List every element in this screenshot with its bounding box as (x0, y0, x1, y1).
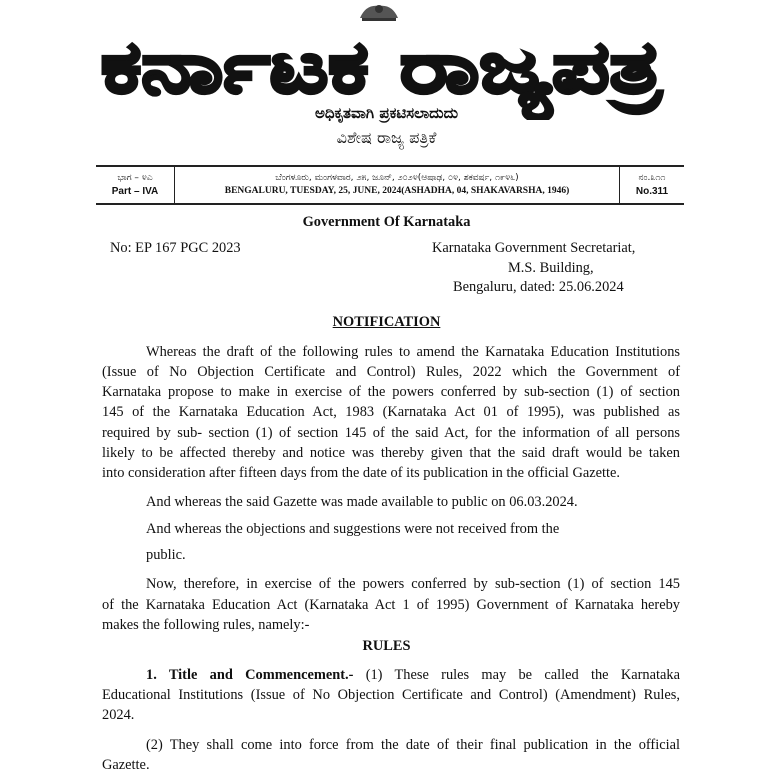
part-cell (96, 167, 175, 203)
rule-1-line-3: 2024. (102, 707, 135, 723)
reference-number: No: EP 167 PGC 2023 (110, 240, 241, 256)
paragraph-line: into consideration after fifteen days from the date of its publication in the official Gazette. (102, 465, 621, 481)
paragraph-line: 145 of the Karnataka Education Act, 1983 (Karnataka Act 01 of 1995), was published as (102, 404, 680, 420)
paragraph-line: Now, therefore, in exercise of the powers conferred by sub-section (1) of section 145 (146, 576, 680, 592)
number-cell (620, 167, 684, 203)
part-english: Part – IVA (111, 186, 159, 197)
paragraph-line: Whereas the draft of the following rules to amend the Karnataka Education Institutions (146, 344, 680, 360)
masthead-subtitle-official: ಅಧಿಕೃತವಾಗಿ ಪ್ರಕಟಿಸಲಾದುದು (314, 104, 459, 122)
part-kannada: ಭಾಗ – ೪ಎ (117, 173, 153, 183)
number-kannada: ನಂ.೩೧೧ (638, 173, 666, 183)
paragraph-line: Karnataka propose to make in exercise of the powers conferred by sub-section (1) of section (102, 384, 680, 400)
paragraph-line: likely to be affected thereby and notice was thereby given that the said draft would be taken (102, 445, 680, 461)
notification-heading: NOTIFICATION (332, 314, 441, 330)
paragraph-gazette-available: And whereas the said Gazette was made available to public on 06.03.2024. (146, 494, 578, 510)
rule-1-text: (1) These rules may be called the Karnataka (353, 667, 680, 683)
paragraph-objections-cont: public. (146, 547, 186, 563)
address-line-3: Bengaluru, dated: 25.06.2024 (453, 279, 624, 295)
date-cell (175, 167, 620, 203)
masthead-title: ಕರ್ನಾಟಕ ರಾಜ್ಯಪತ್ರ (101, 25, 550, 109)
rule-2-line: (2) They shall come into force from the date of their final publication in the official (146, 737, 680, 753)
number-english: No.311 (635, 186, 669, 197)
rule-1-line (146, 665, 680, 685)
date-kannada: ಬೆಂಗಳೂರು, ಮಂಗಳವಾರ, ೨೫, ಜೂನ್, ೨೦೨೪(ಆಷಾಢ, ೦೪, ಶಕವರ್ಷ, ೧೯೪೬) (275, 173, 519, 183)
masthead-subtitle-special: ವಿಶೇಷ ರಾಜ್ಯ ಪತ್ರಿಕೆ (336, 128, 437, 147)
paragraph-line: required by sub- section (1) of section 145 of the said Act, for the information of all persons (102, 425, 680, 441)
gazette-info-bar (96, 165, 684, 205)
paragraph-line: (Issue of No Objection Certificate and Control) Rules, 2022 which the Government of (102, 364, 680, 380)
paragraph-objections: And whereas the objections and suggestions were not received from the (146, 521, 560, 537)
address-line-1: Karnataka Government Secretariat, (432, 240, 636, 256)
rule-2-line-2: Gazette. (102, 757, 150, 773)
address-line-2: M.S. Building, (508, 260, 594, 276)
government-title: Government Of Karnataka (302, 214, 471, 230)
rule-1-title: 1. Title and Commencement.- (146, 667, 354, 683)
paragraph-line: makes the following rules, namely:- (102, 617, 310, 633)
rule-1-line-2: Educational Institutions (Issue of No Objection Certificate and Control) (Amendment) Rules, (102, 687, 680, 703)
rules-heading: RULES (362, 638, 411, 654)
paragraph-line: of the Karnataka Education Act (Karnataka Act 1 of 1995) Government of Karnataka hereby (102, 597, 680, 613)
date-english: BENGALURU, TUESDAY, 25, JUNE, 2024(ASHADHA, 04, SHAKAVARSHA, 1946) (224, 186, 570, 196)
